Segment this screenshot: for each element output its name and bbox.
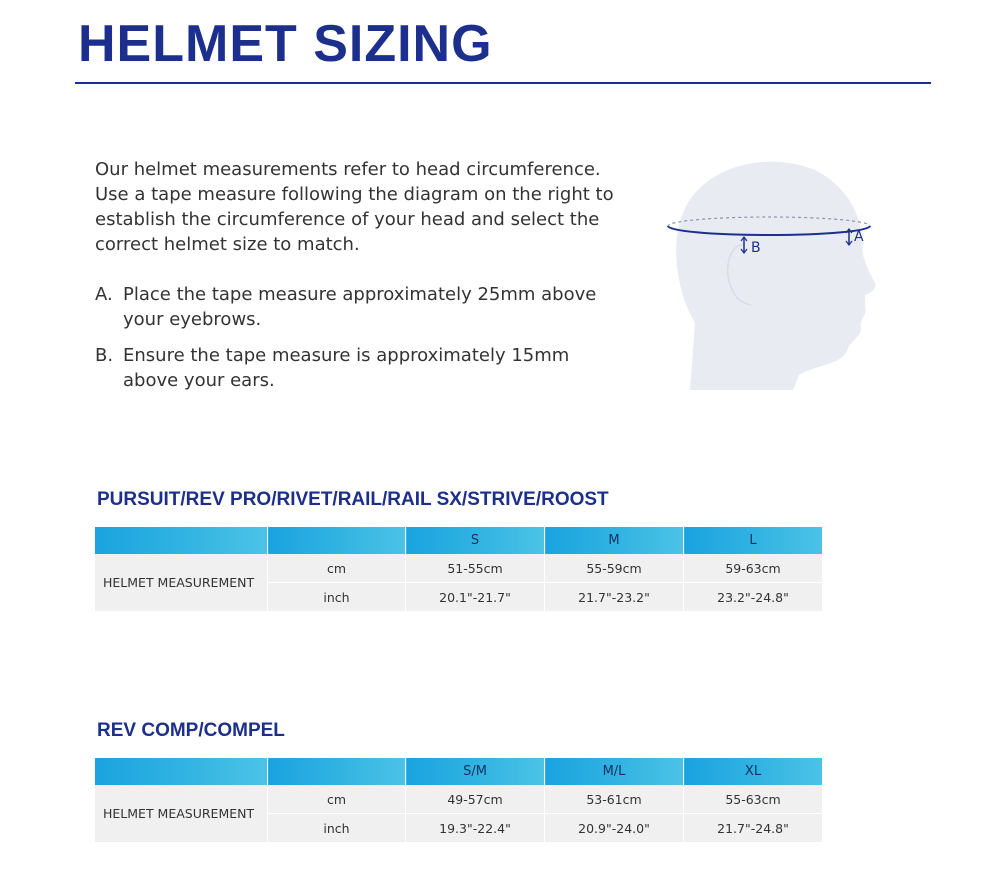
measurement-cell: 20.9"-24.0" [545, 814, 684, 843]
unit-label: inch [268, 583, 406, 612]
head-silhouette [676, 162, 875, 390]
section-title-pursuit: PURSUIT/REV PRO/RIVET/RAIL/RAIL SX/STRIVE/ROOST [97, 489, 609, 510]
row-label: HELMET MEASUREMENT [95, 785, 268, 842]
table-row [95, 785, 822, 814]
step-b-letter: B. [95, 345, 114, 366]
size-table-rev-comp [95, 758, 822, 843]
step-b-text: Ensure the tape measure is approximately 15mm above your ears. [123, 345, 570, 391]
step-a-letter: A. [95, 284, 113, 305]
unit-label: cm [268, 785, 406, 814]
table-row [95, 554, 822, 583]
size-header: M/L [545, 758, 684, 785]
step-a [95, 283, 625, 332]
size-header: S/M [406, 758, 545, 785]
title-divider [75, 82, 931, 84]
head-measurement-diagram [665, 155, 885, 395]
page-title: HELMET SIZING [78, 15, 493, 73]
size-header: XL [684, 758, 823, 785]
section-title-rev-comp: REV COMP/COMPEL [97, 720, 285, 741]
unit-label: cm [268, 554, 406, 583]
measurement-cell: 23.2"-24.8" [684, 583, 823, 612]
table-header-row [95, 527, 822, 554]
intro-text: Our helmet measurements refer to head circumference. Use a tape measure following the diagram on the right to establish the circumference of your head and select the correct helmet size to match. [95, 159, 614, 255]
marker-a-label: A [854, 229, 864, 245]
measurement-cell: 55-59cm [545, 554, 684, 583]
table-header-row [95, 758, 822, 785]
measurement-cell: 20.1"-21.7" [406, 583, 545, 612]
unit-label: inch [268, 814, 406, 843]
measurement-cell: 49-57cm [406, 785, 545, 814]
measurement-cell: 19.3"-22.4" [406, 814, 545, 843]
size-table-pursuit [95, 527, 822, 612]
measurement-cell: 53-61cm [545, 785, 684, 814]
size-header: L [684, 527, 823, 554]
measurement-cell: 21.7"-23.2" [545, 583, 684, 612]
marker-b-label: B [751, 240, 761, 256]
row-label: HELMET MEASUREMENT [95, 554, 268, 611]
size-header: S [406, 527, 545, 554]
size-header: M [545, 527, 684, 554]
measurement-cell: 51-55cm [406, 554, 545, 583]
measurement-cell: 21.7"-24.8" [684, 814, 823, 843]
measurement-cell: 55-63cm [684, 785, 823, 814]
step-a-text: Place the tape measure approximately 25mm above your eyebrows. [123, 284, 597, 330]
measurement-steps [95, 283, 625, 405]
step-b [95, 344, 625, 393]
measurement-cell: 59-63cm [684, 554, 823, 583]
